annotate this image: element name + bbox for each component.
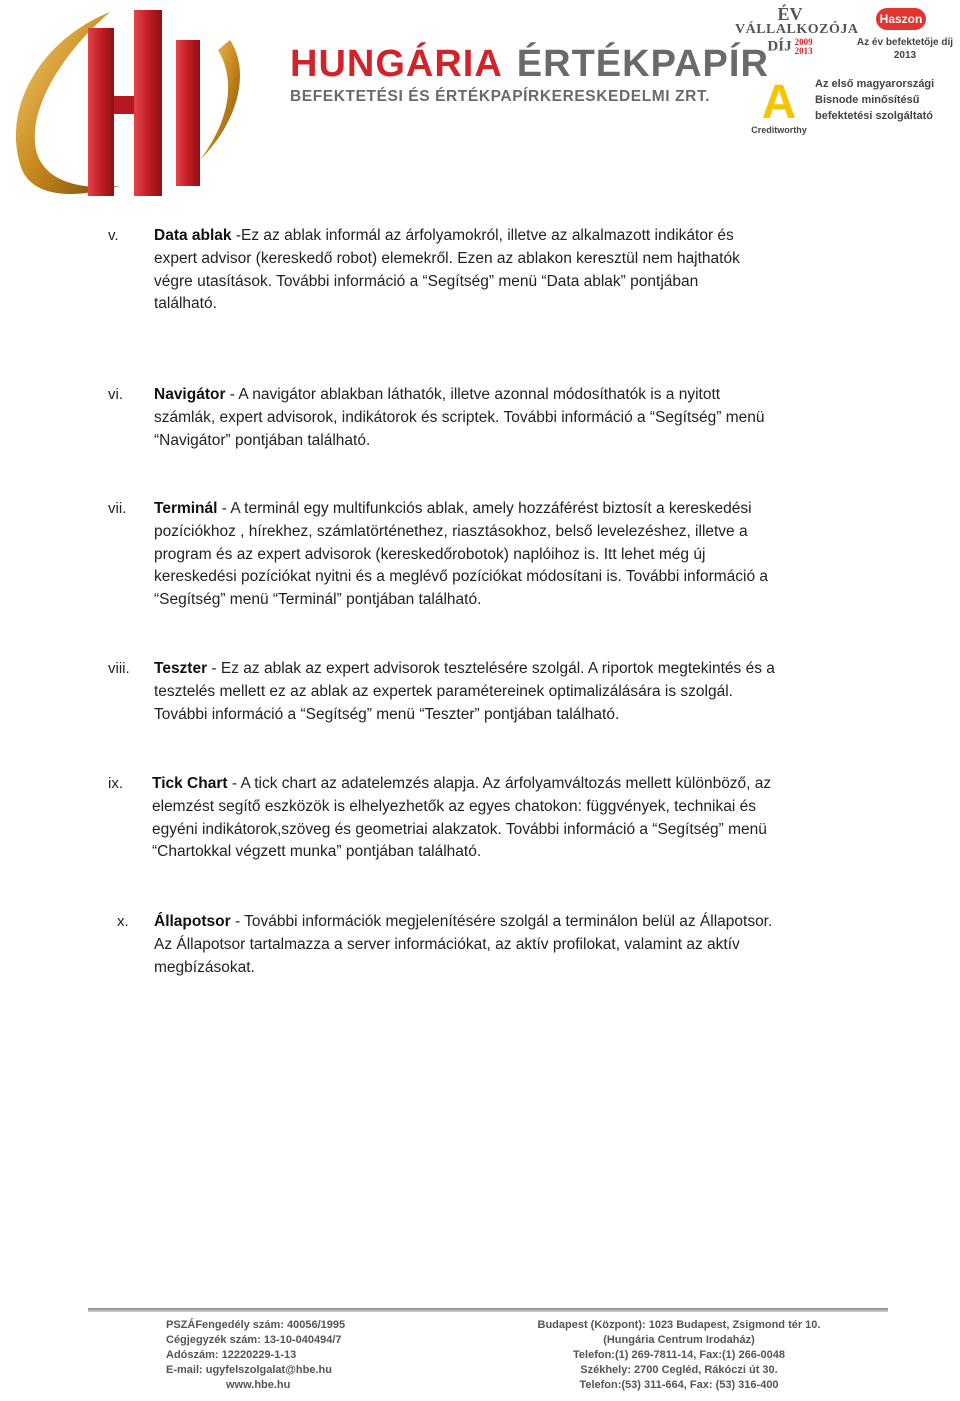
item-line: “Navigátor” pontjában található.: [154, 431, 371, 449]
item-title: Navigátor: [154, 386, 226, 403]
award-ev-line1: ÉV: [777, 4, 803, 24]
haszon-badge: Haszon: [876, 8, 926, 30]
item-text: [152, 773, 862, 864]
footer-hq-building: (Hungária Centrum Irodaház): [603, 1334, 755, 1346]
footer-license: PSZÁFengedély szám: 40056/1995: [166, 1319, 346, 1331]
item-title: Data ablak: [154, 227, 232, 244]
footer-seat-address: Székhely: 2700 Cegléd, Rákóczi út 30.: [580, 1364, 778, 1376]
brand-name-first: HUNGÁRIA: [290, 43, 503, 85]
footer-hq-phone: Telefon:(1) 269-7811-14, Fax:(1) 266-0048: [573, 1349, 785, 1361]
footer-contact-info: [514, 1318, 844, 1393]
item-line: További információk megjelenítésére szolgál a terminálon belül az Állapotsor.: [244, 913, 773, 930]
item-line: pozíciókhoz , hírekhez, számlatörténethez, riasztásokhoz, belső levelezéshez, illetve a: [154, 522, 748, 540]
footer-company-info: [166, 1318, 406, 1393]
item-title: Terminál: [154, 500, 218, 517]
item-line: További információ a “Segítség” menü “Teszter” pontjában található.: [154, 705, 620, 723]
item-separator: -: [207, 660, 221, 677]
haszon-award-text: [851, 36, 959, 62]
item-title: Teszter: [154, 660, 208, 677]
creditworthy-rating: [748, 76, 810, 135]
item-line: A terminál egy multifunkciós ablak, amely hozzáférést biztosít a kereskedési: [230, 500, 752, 517]
item-text: [154, 911, 864, 979]
award-year-b: 2013: [794, 46, 813, 56]
item-line: egyéni indikátorok,szöveg és geometriai alakzatok. További információ a “Segítség” menü: [152, 820, 767, 838]
haszon-line2: 2013: [893, 50, 917, 61]
item-text: [154, 384, 864, 452]
award-ev-years: [795, 38, 813, 56]
rating-letter: A: [761, 76, 797, 122]
bisnode-text: [815, 76, 955, 124]
item-separator: -: [225, 386, 239, 403]
brand-name-second: ÉRTÉKPAPÍR: [516, 43, 769, 85]
footer-tax-number: Adószám: 12220229-1-13: [166, 1349, 297, 1361]
item-line: “Segítség” menü “Terminál” pontjában található.: [154, 591, 482, 609]
item-number: vii.: [108, 500, 127, 517]
item-separator: -: [227, 775, 241, 792]
brand-block: [290, 42, 769, 106]
item-line: Az Állapotsor tartalmazza a server információkat, az aktív profilokat, valamint az aktív: [154, 935, 740, 953]
item-line: A tick chart az adatelemzés alapja. Az árfolyamváltozás mellett különböző, az: [240, 775, 772, 792]
bisnode-line2: Bisnode minősítésű: [815, 94, 920, 106]
item-separator: -: [217, 500, 231, 517]
item-number: x.: [117, 913, 129, 930]
item-line: elemzést segítő eszközök is elhelyezhetők az egyes chatokon: függvények, technikai és: [152, 797, 756, 815]
item-line: program és az expert advisorok (kereskedőrobotok) naplóihoz is. Itt lehet még új: [154, 545, 706, 563]
bisnode-line3: befektetési szolgáltató: [815, 110, 933, 122]
bisnode-line1: Az első magyarországi: [815, 78, 935, 90]
item-line: Ez az ablak az expert advisorok tesztelésére szolgál. A riportok megtekintés és a: [220, 660, 775, 677]
award-year-a: 2009: [794, 37, 813, 47]
award-ev-line3: [735, 38, 845, 56]
item-separator: -: [230, 913, 245, 930]
rating-caption: Creditworthy: [751, 125, 807, 135]
item-line: kereskedési pozíciókat nyitni és a meglévő pozíciókat módosítani is. További információ a: [154, 568, 768, 586]
item-line: “Chartokkal végzett munka” pontjában található.: [152, 843, 482, 861]
award-ev-line2: VÁLLALKOZÓJA: [735, 22, 859, 37]
item-line: található.: [154, 295, 217, 313]
item-line: számlák, expert advisorok, indikátorok és scriptek. További információ a “Segítség” menü: [154, 408, 765, 426]
footer-registry: Cégjegyzék szám: 13-10-040494/7: [166, 1334, 342, 1346]
item-number: ix.: [108, 775, 123, 792]
footer-seat-phone: Telefon:(53) 311-664, Fax: (53) 316-400: [579, 1379, 779, 1391]
item-line: megbízásokat.: [154, 958, 255, 976]
brand-subtitle: BEFEKTETÉSI ÉS ÉRTÉKPAPÍRKERESKEDELMI ZRT.: [290, 88, 711, 105]
rating-a-icon: [748, 76, 810, 122]
footer-email: E-mail: ugyfelszolgalat@hbe.hu: [166, 1364, 332, 1376]
footer-hq-address: Budapest (Központ): 1023 Budapest, Zsigmond tér 10.: [537, 1319, 821, 1331]
item-line: tesztelés mellett ez az ablak az expertek paramétereinek optimalizálására is szolgál.: [154, 682, 733, 700]
item-number: viii.: [108, 660, 130, 677]
letterhead: [0, 0, 960, 200]
item-text: [154, 498, 864, 612]
award-ev-vallalkozoja: [735, 4, 859, 56]
footer-website: www.hbe.hu: [226, 1379, 291, 1391]
item-number: v.: [108, 227, 119, 244]
item-title: Tick Chart: [152, 775, 228, 792]
item-text: [154, 225, 864, 316]
haszon-line1: Az év befektetője díj: [856, 37, 954, 48]
item-line: expert advisor (kereskedő robot) elemekről. Ezen az ablakon keresztül nem hajthatók: [154, 249, 740, 267]
item-line: Ez az ablak informál az árfolyamokról, illetve az alkalmazott indikátor és: [241, 227, 734, 244]
item-text: [154, 658, 864, 726]
brand-name: [290, 42, 769, 86]
item-line: végre utasítások. További információ a “Segítség” menü “Data ablak” pontjában: [154, 272, 699, 290]
award-ev-dij: DÍJ: [767, 38, 792, 55]
footer-divider: [88, 1308, 888, 1312]
item-separator: -: [231, 227, 242, 244]
item-line: A navigátor ablakban láthatók, illetve azonnal módosíthatók is a nyitott: [238, 386, 721, 403]
item-number: vi.: [108, 386, 123, 403]
item-title: Állapotsor: [154, 913, 231, 930]
company-logo-mark: [0, 0, 270, 200]
